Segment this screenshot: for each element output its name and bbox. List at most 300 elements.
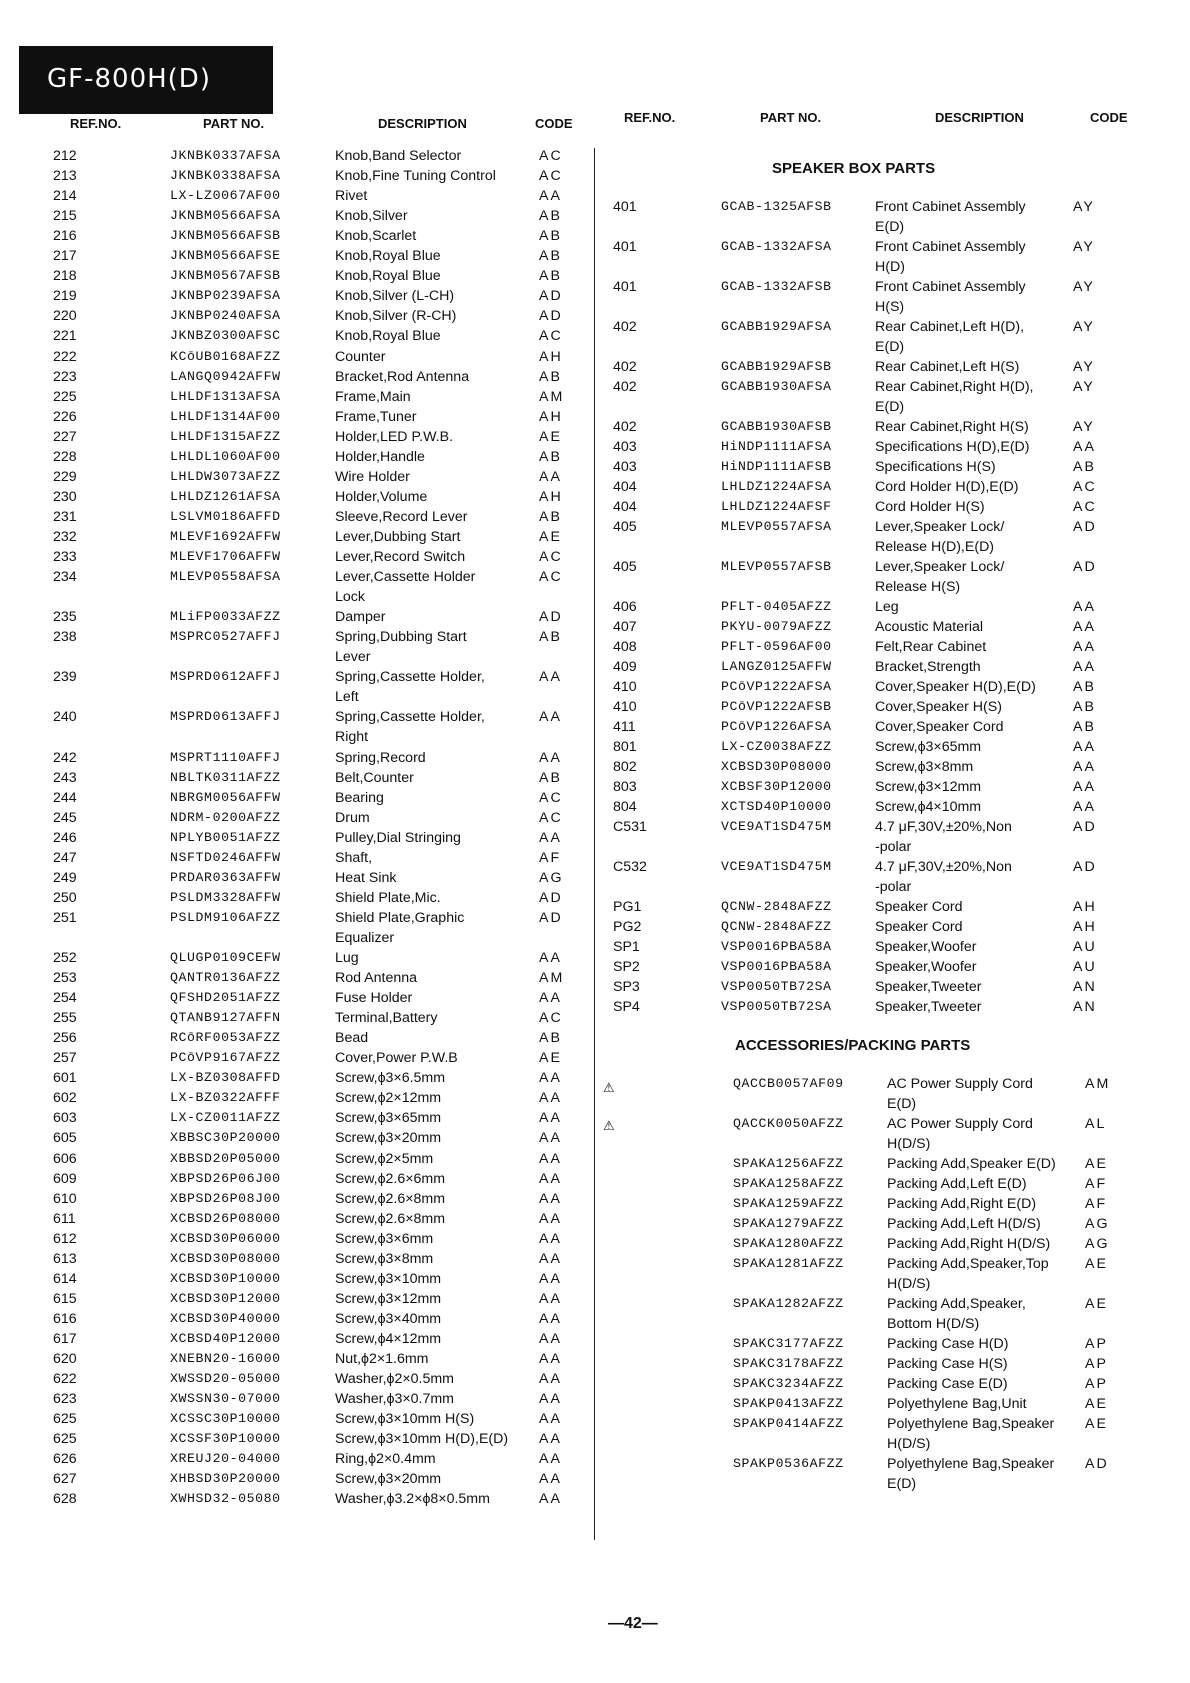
table-row <box>53 588 573 606</box>
cell-part: MLEVP0558AFSA <box>170 569 281 585</box>
cell-part: MSPRD0613AFFJ <box>170 709 281 725</box>
cell-part: QACCB0057AF09 <box>733 1076 844 1091</box>
cell-desc: Screw,ϕ2.6×8mm <box>335 1190 446 1207</box>
cell-code: AA <box>539 1070 562 1087</box>
cell-code: AA <box>539 1290 562 1307</box>
cell-part: XREUJ20-04000 <box>170 1451 281 1467</box>
cell-code: AP <box>1085 1356 1108 1372</box>
cell-part: XBBSD20P05000 <box>170 1150 281 1166</box>
cell-code: AM <box>1085 1076 1111 1092</box>
table-row <box>613 518 1133 536</box>
table-row <box>625 1195 1145 1213</box>
cell-desc: E(D) <box>875 399 905 415</box>
cell-code: AE <box>539 528 562 545</box>
cell-desc: AC Power Supply Cord <box>887 1076 1033 1092</box>
cell-desc: Packing Add,Right H(D/S) <box>887 1236 1051 1252</box>
cell-ref: 613 <box>53 1250 77 1267</box>
cell-part: MLEVP0557AFSB <box>721 559 832 574</box>
cell-ref: 804 <box>613 799 637 815</box>
table-row <box>625 1175 1145 1193</box>
table-row <box>613 698 1133 716</box>
table-row <box>613 958 1133 976</box>
cell-code: AC <box>539 1010 563 1027</box>
cell-code: AA <box>539 1150 562 1167</box>
cell-ref: 402 <box>613 419 637 435</box>
cell-desc: Packing Case E(D) <box>887 1376 1008 1392</box>
cell-ref: 407 <box>613 619 637 635</box>
cell-code: AD <box>539 288 563 305</box>
table-row <box>53 1330 573 1348</box>
cell-desc: Lever,Record Switch <box>335 549 466 565</box>
cell-desc: Screw,ϕ3×40mm <box>335 1310 442 1327</box>
cell-ref: 225 <box>53 388 77 405</box>
cell-desc: Wire Holder <box>335 468 410 485</box>
cell-code: AB <box>539 769 562 786</box>
cell-part: SPAKA1259AFZZ <box>733 1196 844 1211</box>
cell-part: XWSSN30-07000 <box>170 1391 281 1407</box>
cell-desc: Felt,Rear Cabinet <box>875 639 987 655</box>
table-row <box>613 778 1133 796</box>
cell-part: LHLDF1315AFZZ <box>170 428 281 444</box>
cell-part: SPAKC3234AFZZ <box>733 1376 844 1391</box>
cell-desc: Knob,Royal Blue <box>335 268 441 285</box>
cell-desc: -polar <box>875 839 912 855</box>
cell-desc: Packing Add,Right E(D) <box>887 1196 1037 1212</box>
cell-code: AA <box>539 669 562 686</box>
table-row <box>53 989 573 1007</box>
cell-desc: Cover,Speaker Cord <box>875 719 1004 735</box>
cell-desc: Lock <box>335 589 365 606</box>
cell-ref: C532 <box>613 859 647 875</box>
table-row <box>53 307 573 325</box>
table-row <box>625 1095 1145 1113</box>
cell-code: AB <box>539 1030 562 1047</box>
cell-desc: Lever,Speaker Lock/ <box>875 559 1005 575</box>
cell-desc: Screw,ϕ2×5mm <box>335 1150 434 1167</box>
table-row <box>613 658 1133 676</box>
cell-part: HiNDP1111AFSB <box>721 459 832 474</box>
table-row <box>613 918 1133 936</box>
table-row <box>53 1089 573 1107</box>
table-row <box>53 1390 573 1408</box>
cell-part: MSPRC0527AFFJ <box>170 629 281 645</box>
table-row <box>613 278 1133 296</box>
table-row <box>53 688 573 706</box>
cell-ref: 226 <box>53 408 77 425</box>
cell-part: LHLDZ1224AFSF <box>721 499 832 514</box>
table-row <box>53 1490 573 1508</box>
cell-part: KCōUB0168AFZZ <box>170 348 281 364</box>
cell-desc: Spring,Record <box>335 749 426 766</box>
table-row <box>53 1210 573 1228</box>
cell-ref: 803 <box>613 779 637 795</box>
cell-code: AA <box>1073 619 1096 635</box>
cell-code: AA <box>539 1431 562 1448</box>
cell-ref: 626 <box>53 1451 77 1468</box>
cell-part: GCABB1930AFSB <box>721 419 832 434</box>
cell-ref: 256 <box>53 1030 77 1047</box>
right-header-part: PART NO. <box>760 110 822 125</box>
cell-part: VCE9AT1SD475M <box>721 819 832 834</box>
cell-desc: Front Cabinet Assembly <box>875 239 1026 255</box>
cell-code: AB <box>539 248 562 265</box>
cell-code: AP <box>1085 1376 1108 1392</box>
table-row <box>53 789 573 807</box>
cell-code: AH <box>539 408 563 425</box>
cell-ref: 403 <box>613 459 637 475</box>
cell-part: VSP0016PBA58A <box>721 939 832 954</box>
cell-desc: Packing Add,Speaker E(D) <box>887 1156 1056 1172</box>
cell-desc: Drum <box>335 809 370 826</box>
cell-code: AE <box>1085 1156 1108 1172</box>
table-row <box>53 368 573 386</box>
cell-part: RCōRF0053AFZZ <box>170 1030 281 1046</box>
cell-desc: -polar <box>875 879 912 895</box>
table-row <box>53 1430 573 1448</box>
cell-ref: 217 <box>53 248 77 265</box>
cell-code: AY <box>1073 279 1095 295</box>
cell-ref: 252 <box>53 950 77 966</box>
cell-part: JKNBK0337AFSA <box>170 148 281 163</box>
table-row <box>53 909 573 927</box>
cell-code: AA <box>539 829 562 846</box>
cell-code: AL <box>1085 1116 1107 1132</box>
cell-ref: 251 <box>53 909 77 926</box>
cell-code: AA <box>539 1411 562 1428</box>
cell-desc: Shaft, <box>335 849 373 866</box>
cell-desc: Front Cabinet Assembly <box>875 279 1026 295</box>
cell-part: QCNW-2848AFZZ <box>721 899 832 914</box>
cell-ref: 216 <box>53 228 77 245</box>
cell-ref: 245 <box>53 809 77 826</box>
cell-code: AD <box>1073 859 1097 875</box>
table-row <box>53 769 573 787</box>
cell-part: LHLDW3073AFZZ <box>170 468 281 484</box>
cell-code: AD <box>539 308 563 325</box>
cell-desc: Screw,ϕ3×20mm <box>335 1471 442 1488</box>
cell-ref: 614 <box>53 1270 77 1287</box>
column-divider <box>594 148 595 1540</box>
cell-ref: 605 <box>53 1130 77 1147</box>
cell-code: AA <box>539 1110 562 1127</box>
table-row <box>53 949 573 967</box>
table-row <box>625 1335 1145 1353</box>
cell-desc: Screw,ϕ2.6×6mm <box>335 1170 446 1187</box>
cell-desc: Shield Plate,Mic. <box>335 889 441 906</box>
cell-code: AC <box>539 328 563 345</box>
warning-icon: ⚠ <box>603 1080 615 1095</box>
cell-part: LHLDZ1261AFSA <box>170 488 281 504</box>
table-row <box>613 798 1133 816</box>
cell-part: XCBSD40P12000 <box>170 1330 281 1346</box>
cell-part: LX-LZ0067AF00 <box>170 188 281 204</box>
cell-code: AB <box>539 268 562 285</box>
cell-desc: Screw,ϕ3×65mm <box>335 1110 442 1127</box>
table-row <box>613 338 1133 356</box>
cell-ref: 240 <box>53 709 77 726</box>
cell-ref: 222 <box>53 348 77 365</box>
cell-part: QANTR0136AFZZ <box>170 970 281 986</box>
table-row <box>613 318 1133 336</box>
cell-part: VSP0050TB72SA <box>721 979 832 994</box>
cell-desc: Polyethylene Bag,Speaker <box>887 1416 1055 1432</box>
left-header-desc: DESCRIPTION <box>378 116 467 131</box>
cell-desc: Screw,ϕ3×8mm <box>875 759 974 775</box>
table-row <box>53 809 573 827</box>
cell-code: AA <box>539 468 562 485</box>
cell-desc: Screw,ϕ3×8mm <box>335 1250 434 1267</box>
cell-desc: Rear Cabinet,Left H(D), <box>875 319 1025 335</box>
cell-desc: Lever,Dubbing Start <box>335 528 461 545</box>
cell-part: MLiFP0033AFZZ <box>170 609 281 625</box>
cell-ref: 239 <box>53 669 77 686</box>
cell-part: GCABB1930AFSA <box>721 379 832 394</box>
cell-ref: SP3 <box>613 979 640 995</box>
cell-desc: Screw,ϕ3×6mm <box>335 1230 434 1247</box>
cell-part: LANGQ0942AFFW <box>170 368 281 384</box>
cell-desc: Knob,Silver (R-CH) <box>335 308 457 325</box>
cell-part: QTANB9127AFFN <box>170 1010 281 1026</box>
cell-part: XCBSD30P08000 <box>721 759 832 774</box>
cell-desc: Speaker Cord <box>875 919 963 935</box>
cell-ref: 220 <box>53 308 77 325</box>
cell-ref: 410 <box>613 679 637 695</box>
cell-ref: 404 <box>613 499 637 515</box>
cell-desc: Speaker,Woofer <box>875 939 977 955</box>
cell-desc: Holder,LED P.W.B. <box>335 428 454 445</box>
cell-part: JKNBZ0300AFSC <box>170 328 281 344</box>
cell-code: AA <box>539 950 562 966</box>
cell-part: XCBSD30P08000 <box>170 1250 281 1266</box>
cell-ref: PG1 <box>613 899 642 915</box>
cell-part: GCABB1929AFSA <box>721 319 832 334</box>
cell-code: AH <box>1073 899 1097 915</box>
cell-part: VCE9AT1SD475M <box>721 859 832 874</box>
cell-code: AB <box>539 368 562 385</box>
table-row <box>625 1075 1145 1093</box>
cell-code: AC <box>539 789 563 806</box>
cell-part: SPAKA1280AFZZ <box>733 1236 844 1251</box>
table-row <box>625 1275 1145 1293</box>
cell-ref: 628 <box>53 1491 77 1508</box>
table-row <box>53 728 573 746</box>
cell-ref: 257 <box>53 1050 77 1067</box>
table-row <box>53 1270 573 1288</box>
table-row <box>625 1475 1145 1493</box>
cell-part: SPAKA1258AFZZ <box>733 1176 844 1191</box>
cell-desc: Bracket,Strength <box>875 659 981 675</box>
cell-desc: Cover,Speaker H(D),E(D) <box>875 679 1036 695</box>
cell-code: AA <box>1073 599 1096 615</box>
cell-part: XNEBN20-16000 <box>170 1351 281 1366</box>
cell-desc: Knob,Fine Tuning Control <box>335 168 496 185</box>
table-row <box>53 348 573 366</box>
table-row <box>53 749 573 767</box>
speaker-section-title: SPEAKER BOX PARTS <box>772 160 936 177</box>
table-row <box>613 378 1133 396</box>
cell-ref: 232 <box>53 528 77 545</box>
table-row <box>53 528 573 546</box>
cell-desc: Heat Sink <box>335 869 397 886</box>
table-row <box>625 1415 1145 1433</box>
cell-code: AE <box>1085 1416 1108 1432</box>
cell-part: MLEVF1692AFFW <box>170 528 281 544</box>
cell-ref: 230 <box>53 488 77 505</box>
table-row <box>53 187 573 205</box>
cell-part: XCTSD40P10000 <box>721 799 832 814</box>
cell-desc: Knob,Scarlet <box>335 228 417 245</box>
cell-desc: 4.7 μF,30V,±20%,Non <box>875 819 1012 835</box>
cell-desc: Frame,Tuner <box>335 408 417 425</box>
cell-desc: Screw,ϕ4×10mm <box>875 799 982 815</box>
cell-desc: Left <box>335 689 359 706</box>
cell-part: JKNBP0240AFSA <box>170 308 281 324</box>
cell-code: AE <box>1085 1396 1108 1412</box>
cell-part: SPAKP0536AFZZ <box>733 1456 844 1471</box>
cell-desc: 4.7 μF,30V,±20%,Non <box>875 859 1012 875</box>
cell-part: LHLDL1060AF00 <box>170 448 281 464</box>
cell-code: AA <box>539 1330 562 1347</box>
cell-desc: Packing Case H(D) <box>887 1336 1009 1352</box>
cell-desc: Fuse Holder <box>335 990 413 1007</box>
cell-ref: 612 <box>53 1230 77 1247</box>
cell-desc: Knob,Royal Blue <box>335 328 441 345</box>
table-row <box>613 198 1133 216</box>
cell-part: PCōVP9167AFZZ <box>170 1050 281 1066</box>
table-row <box>53 1029 573 1047</box>
cell-code: AE <box>539 428 562 445</box>
cell-desc: H(D) <box>875 259 905 275</box>
cell-desc: Acoustic Material <box>875 619 984 635</box>
cell-ref: 227 <box>53 428 77 445</box>
table-row <box>613 458 1133 476</box>
cell-code: AD <box>539 609 563 626</box>
cell-part: SPAKA1281AFZZ <box>733 1256 844 1271</box>
cell-part: VSP0050TB72SA <box>721 999 832 1014</box>
cell-desc: Frame,Main <box>335 388 411 405</box>
cell-code: AB <box>539 508 562 525</box>
cell-desc: Packing Add,Left E(D) <box>887 1176 1027 1192</box>
cell-desc: Knob,Silver <box>335 208 408 225</box>
cell-part: LANGZ0125AFFW <box>721 659 832 674</box>
cell-part: PFLT-0405AFZZ <box>721 599 832 614</box>
table-row <box>613 598 1133 616</box>
cell-ref: 606 <box>53 1150 77 1167</box>
cell-part: PSLDM9106AFZZ <box>170 909 281 925</box>
cell-ref: 405 <box>613 559 637 575</box>
table-row <box>625 1375 1145 1393</box>
cell-part: JKNBM0566AFSB <box>170 228 281 244</box>
table-row <box>53 628 573 646</box>
table-row <box>613 838 1133 856</box>
cell-desc: Spring,Cassette Holder, <box>335 669 485 686</box>
cell-desc: Lever,Cassette Holder <box>335 569 476 586</box>
cell-desc: Cord Holder H(D),E(D) <box>875 479 1019 495</box>
cell-desc: Shield Plate,Graphic <box>335 909 465 926</box>
cell-code: AD <box>1073 819 1097 835</box>
cell-ref: 410 <box>613 699 637 715</box>
table-row <box>53 388 573 406</box>
table-row <box>53 1310 573 1328</box>
cell-code: AD <box>1073 559 1097 575</box>
cell-part: XCBSF30P12000 <box>721 779 832 794</box>
cell-desc: Speaker Cord <box>875 899 963 915</box>
cell-code: AB <box>539 208 562 225</box>
cell-code: AA <box>1073 779 1096 795</box>
cell-code: AB <box>1073 679 1096 695</box>
cell-desc: Speaker,Tweeter <box>875 999 982 1015</box>
cell-code: AN <box>1073 979 1097 995</box>
left-header-ref: REF.NO. <box>70 116 122 131</box>
cell-desc: Holder,Handle <box>335 448 425 465</box>
cell-code: AA <box>539 1451 562 1468</box>
table-row <box>53 147 573 165</box>
cell-part: PKYU-0079AFZZ <box>721 619 832 634</box>
table-row <box>53 969 573 987</box>
cell-part: XBPSD26P08J00 <box>170 1190 281 1206</box>
cell-ref: 218 <box>53 268 77 285</box>
cell-ref: 234 <box>53 569 77 586</box>
table-row <box>625 1295 1145 1313</box>
cell-ref: 213 <box>53 168 77 185</box>
cell-desc: Damper <box>335 609 386 626</box>
cell-part: XCSSC30P10000 <box>170 1411 281 1427</box>
table-row <box>625 1355 1145 1373</box>
cell-desc: Polyethylene Bag,Speaker <box>887 1456 1055 1472</box>
cell-desc: Spring,Cassette Holder, <box>335 709 485 726</box>
cell-part: XCBSD30P10000 <box>170 1270 281 1286</box>
cell-desc: Terminal,Battery <box>335 1010 438 1027</box>
cell-ref: 249 <box>53 869 77 886</box>
cell-ref: 247 <box>53 849 77 866</box>
cell-desc: Bottom H(D/S) <box>887 1316 980 1332</box>
table-row <box>53 929 573 947</box>
table-row <box>613 478 1133 496</box>
right-header-code: CODE <box>1090 110 1128 125</box>
cell-code: AA <box>539 990 562 1007</box>
cell-ref: 242 <box>53 749 77 766</box>
cell-code: AG <box>1085 1216 1110 1232</box>
cell-code: AG <box>539 869 564 886</box>
table-row <box>613 898 1133 916</box>
cell-desc: E(D) <box>875 339 905 355</box>
cell-desc: Bead <box>335 1030 369 1047</box>
cell-part: NPLYB0051AFZZ <box>170 829 281 845</box>
cell-part: XCBSD26P08000 <box>170 1210 281 1226</box>
cell-code: AY <box>1073 379 1095 395</box>
cell-desc: Belt,Counter <box>335 769 414 786</box>
cell-desc: Right <box>335 729 369 746</box>
cell-ref: 627 <box>53 1471 77 1488</box>
cell-ref: 215 <box>53 208 77 225</box>
table-row <box>53 167 573 185</box>
table-row <box>53 1109 573 1127</box>
cell-code: AA <box>539 709 562 726</box>
table-row <box>53 1370 573 1388</box>
cell-part: LX-BZ0308AFFD <box>170 1070 281 1086</box>
cell-desc: Ring,ϕ2×0.4mm <box>335 1451 436 1468</box>
cell-desc: Rear Cabinet,Left H(S) <box>875 359 1020 375</box>
right-header-ref: REF.NO. <box>624 110 676 125</box>
cell-code: AA <box>1073 799 1096 815</box>
cell-code: AE <box>1085 1296 1108 1312</box>
cell-desc: Screw,ϕ2.6×8mm <box>335 1210 446 1227</box>
cell-part: XCSSF30P10000 <box>170 1431 281 1447</box>
cell-code: AU <box>1073 959 1097 975</box>
cell-ref: 235 <box>53 609 77 626</box>
cell-code: AH <box>539 488 563 505</box>
table-row <box>613 398 1133 416</box>
